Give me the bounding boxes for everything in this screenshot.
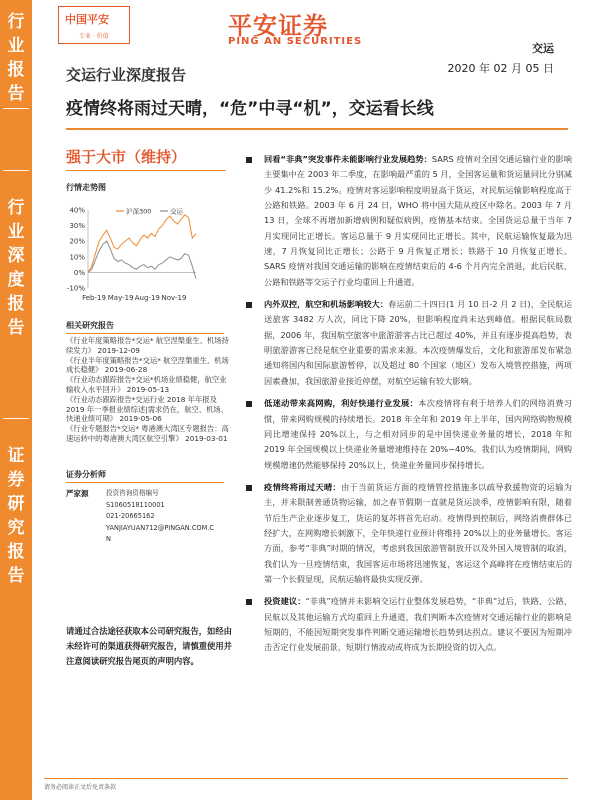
series-line-1 bbox=[88, 241, 196, 278]
legend-label: 交运 bbox=[170, 207, 183, 216]
chart-series bbox=[88, 215, 196, 279]
side-band-char: 业 bbox=[7, 222, 25, 242]
body-paragraph bbox=[244, 594, 572, 655]
industry-category: 交运 bbox=[532, 42, 554, 55]
footer-note: 请务必阅读正文后免责条款 bbox=[44, 784, 117, 791]
related-divider bbox=[66, 333, 224, 334]
disclaimer: 请通过合法途径获取本公司研究报告，如经由未经许可的渠道获得研究报告，请慎重使用并注意阅读研究报告尾页的声明内容。 bbox=[66, 626, 232, 666]
side-band-char: 业 bbox=[7, 36, 25, 56]
side-band-char: 告 bbox=[7, 318, 25, 338]
related-reports-list bbox=[66, 336, 231, 444]
side-band bbox=[0, 0, 32, 800]
market-trend-chart bbox=[62, 200, 202, 310]
bullet-icon bbox=[246, 302, 252, 308]
footer-divider bbox=[44, 778, 568, 779]
side-band-char: 告 bbox=[7, 84, 25, 104]
body-paragraph bbox=[244, 480, 572, 587]
logo-subtext: 专业 · 价值 bbox=[79, 33, 109, 40]
analyst-info-line: S1060518110001 bbox=[106, 500, 165, 509]
related-report-item: 《行业专题报告*交运* 粤港澳大湾区专题报告：高速运转中的粤港澳大湾区航空引擎》 2019-03-01 bbox=[66, 424, 229, 443]
side-band-separator bbox=[3, 418, 29, 419]
paragraph-lead: 内外双控，航空和机场影响较大： bbox=[264, 299, 389, 310]
bullet-icon bbox=[246, 157, 252, 163]
report-date: 2020 年 02 月 05 日 bbox=[447, 62, 554, 75]
related-report-item: 《行业动态跟踪报告*交运*机场业绩稳健，航空业输收入水平回升》 2019-05-13 bbox=[66, 375, 227, 394]
rating-divider bbox=[66, 170, 226, 171]
side-band-char: 报 bbox=[7, 60, 25, 80]
analyst-name: 严家源 bbox=[66, 489, 89, 498]
chart-legend bbox=[116, 207, 184, 216]
report-body bbox=[244, 152, 572, 663]
bullet-icon bbox=[246, 485, 252, 491]
body-paragraph bbox=[244, 297, 572, 389]
paragraph-text: 春运前二十四日(1 月 10 日-2 月 2 日)，全民航运送旅客 3482 万人次，同比下降 20%，但影响程度尚未达到峰值。根据民航局数据，2006 年，我国航空旅客中旅游游客占比已超过 40%，并且有逐步提高趋势，表明旅游游客已经是航空业重要的需求来源。本次疫情爆发后，文化和旅游部发布紧急通知将国内和国际旅游暂停，以及超过 80 个国家（地区）发布入境管控措施，两项因素叠加，我国旅游业接近停摆，对航空运输有较大影响。 bbox=[264, 299, 572, 386]
analyst-info bbox=[106, 488, 236, 546]
chart-y-ticks bbox=[67, 207, 85, 293]
bullet-icon bbox=[246, 599, 252, 605]
related-reports-title: 相关研究报告 bbox=[66, 321, 114, 330]
side-band-char: 究 bbox=[7, 518, 25, 538]
related-report-item: 《行业年度策略报告*交运* 航空涅槃重生、机场持续发力》 2019-12-09 bbox=[66, 336, 229, 355]
side-band-separator bbox=[3, 170, 29, 171]
analyst-divider bbox=[66, 482, 224, 483]
side-band-char: 报 bbox=[7, 542, 25, 562]
pingan-logo bbox=[58, 6, 130, 44]
brand-name-en: PING AN SECURITIES bbox=[228, 36, 363, 47]
title-divider bbox=[66, 128, 568, 130]
brand-name-zh: 平安证券 bbox=[228, 12, 328, 40]
related-report-item: 《行业动态跟踪报告*交运行业 2018 年年报及 2019 年一季报业绩综述|需求仍在，航空、机场、快递业绩可期》 2019-05-06 bbox=[66, 394, 228, 424]
related-report-item: 《行业半年度策略报告*交运* 航空涅槃重生、机场成长稳健》 2019-06-28 bbox=[66, 355, 229, 375]
analyst-info-line: 投资咨询资格编号 bbox=[106, 489, 159, 497]
side-band-char: 证 bbox=[7, 446, 25, 466]
report-type: 交运行业深度报告 bbox=[66, 66, 187, 84]
paragraph-text: “非典”疫情并未影响交运行业整体发展趋势，“非典”过后，铁路、公路、民航以及其他运输方式均重回上升通道，我们判断本次疫情对交通运输行业的影响是短期的，不能因短期突发事件判断交通运输增长趋势到达拐点。建议不要因为短期冲击否定行业发展前景，短期行情波动或将成为长期投资的切入点。 bbox=[264, 596, 572, 653]
report-title: 疫情终将雨过天晴，“危”中寻“机”，交运看长线 bbox=[66, 99, 434, 119]
body-paragraph bbox=[244, 396, 572, 473]
paragraph-lead: 投资建议： bbox=[264, 596, 306, 607]
y-tick-label: 10% bbox=[69, 253, 85, 262]
side-band-char: 券 bbox=[7, 470, 25, 490]
legend-label: 沪深300 bbox=[126, 207, 152, 216]
analyst-info-line: YANJIAYUAN712@PINGAN.COM.C bbox=[106, 523, 215, 532]
y-tick-label: 40% bbox=[69, 206, 85, 215]
analyst-title: 证券分析师 bbox=[66, 470, 106, 479]
x-tick-label: May-19 bbox=[107, 294, 134, 302]
x-tick-label: Nov-19 bbox=[161, 294, 187, 302]
analyst-info-line: N bbox=[106, 535, 111, 544]
bullet-icon bbox=[246, 401, 252, 407]
side-band-char: 行 bbox=[7, 12, 25, 32]
paragraph-text: 由于当前货运方面的疫情管控措施多以疏导救援物资的运输为主，并未限制普通货物运输，加之春节假期一直就是货运淡季，疫情影响有限，随着节后生产企业逐步复工，货运的复苏将首先启动。疫情得到控制后，网络消费群体已经扩大，在网购增长刺激下，全年快递行业预计将维持 20%以上的业务量增长。客运方面，参考“非典”时期的情况，考虑到我国旅游管制放开以及外国入境管制的取消，我们认为一旦疫情结束，我国客运市场将迅速恢复，客运这个高峰将在疫情结束后的第一个长假显现，民航运输将最快实现反弹。 bbox=[264, 481, 572, 584]
side-band-char: 告 bbox=[7, 566, 25, 586]
side-band-separator bbox=[3, 108, 29, 109]
y-tick-label: 20% bbox=[69, 237, 85, 246]
chart-x-ticks bbox=[82, 294, 186, 302]
side-band-char: 报 bbox=[7, 294, 25, 314]
side-band-char: 深 bbox=[7, 246, 25, 266]
x-tick-label: Feb-19 bbox=[82, 294, 106, 302]
rating: 强于大市（维持） bbox=[66, 148, 187, 166]
paragraph-lead: 回看“非典”突发事件未能影响行业发展趋势： bbox=[264, 154, 432, 164]
y-tick-label: 0% bbox=[73, 268, 85, 277]
paragraph-lead: 疫情终将雨过天晴： bbox=[264, 481, 342, 492]
logo-text: 中国平安 bbox=[65, 13, 109, 26]
side-band-char: 行 bbox=[7, 198, 25, 218]
side-band-char: 研 bbox=[7, 494, 25, 514]
x-tick-label: Aug-19 bbox=[134, 294, 160, 302]
paragraph-text: SARS 疫情对全国交通运输行业的影响主要集中在 2003 年二季度，在影响最严重的 5 月，全国客运量和货运量同比分别减少 41.2%和 15.2%。疫情对客运影响程度明显高于货运，对民航运输影响程度高于公路和铁路。2003 年 6 月 24 日，WHO 将中国大陆从疫区中除名。2003 年 7 月 13 日，全球不再增加新增病例和疑似病例，疫情基本结束。全国货运总量于当年 7 月实现同比正增长。客运总量于 9 月实现同比正增长。其中，民航运输恢复最为迅速，7 月恢复同比正增长；公路于 9 月恢复正增长；铁路于 10 月恢复正增长。SARS 疫情对我国交通运输的影响在疫情结束后的 4-6 个月内完全消退，此后民航、公路和铁路等交运子行业均重回上升通道。 bbox=[264, 154, 572, 287]
paragraph-text: 本次疫情将有利于培养人们的网络消费习惯，带来网购规模的持续增长。2018 年全年和 2019 年上半年，国内网络购物规模同比增速保持 20%以上，与之相对同步的是中国快递业务量的增长，2018 年和 2019 年全国规模以上快递业务量增速维持在 20%~40%。我们认为疫情期间，网购规模增速仍然能够保持 20%以上，快递业务量同步保持增长。 bbox=[264, 398, 572, 470]
y-tick-label: -10% bbox=[66, 284, 85, 293]
chart-title: 行情走势图 bbox=[66, 183, 106, 192]
y-tick-label: 30% bbox=[69, 222, 85, 231]
paragraph-lead: 低迷动带来高网购，利好快递行业发展： bbox=[264, 398, 419, 409]
body-paragraph bbox=[244, 152, 572, 290]
side-band-char: 度 bbox=[7, 270, 25, 290]
analyst-info-line: 021-20665162 bbox=[106, 512, 155, 521]
